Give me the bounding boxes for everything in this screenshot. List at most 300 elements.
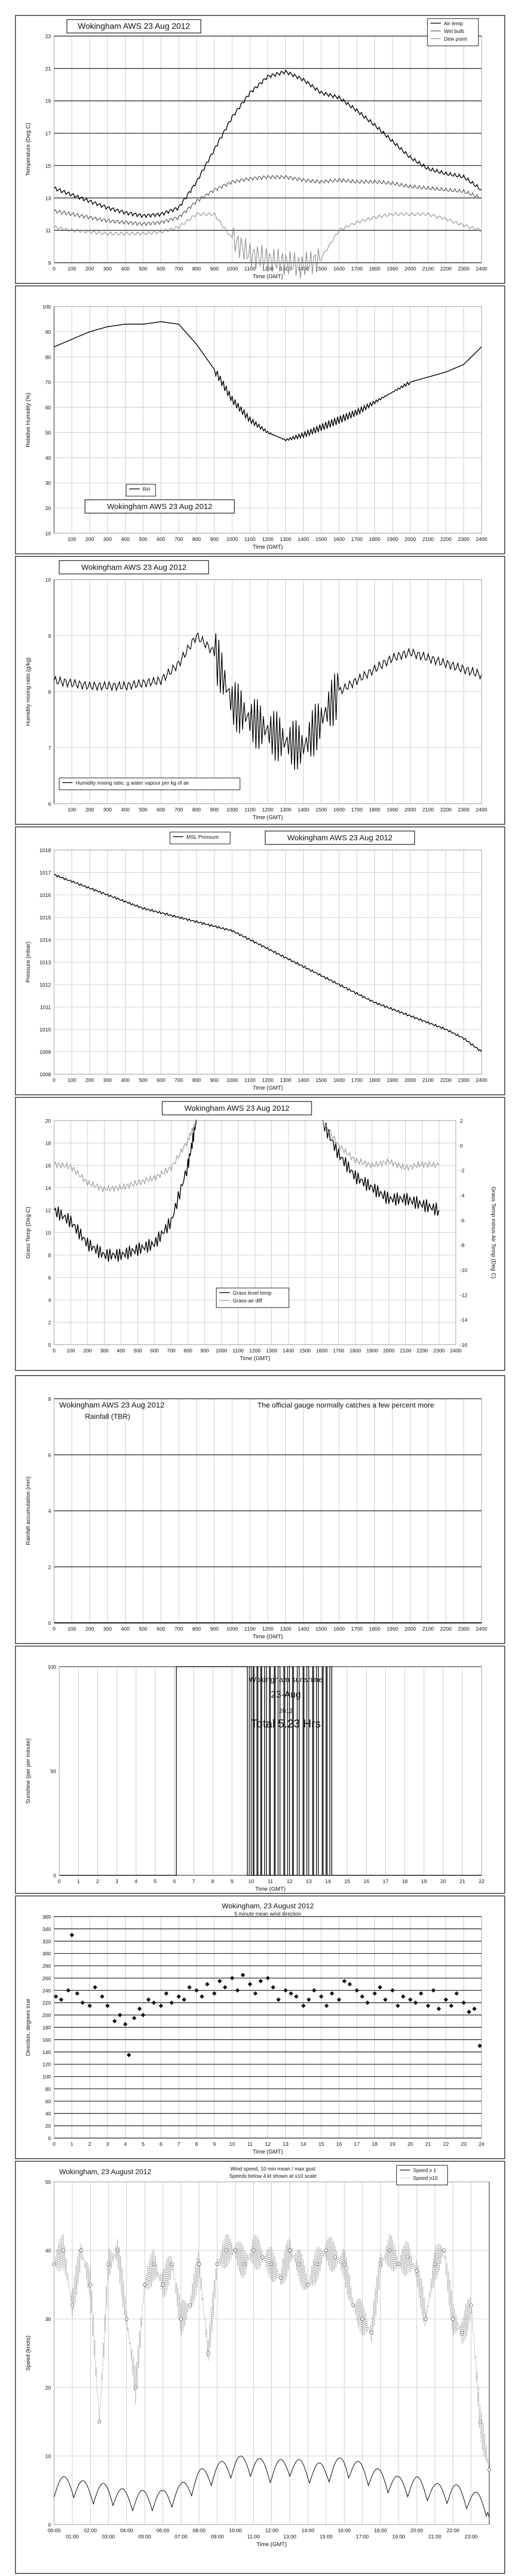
x-tick-label: 12:00 <box>265 2528 279 2534</box>
y-tick-label: 18 <box>45 1141 51 1147</box>
y2-tick-label: -4 <box>460 1193 465 1199</box>
series-marker <box>352 2303 355 2307</box>
series-marker <box>261 2256 264 2259</box>
series-marker <box>460 2331 464 2334</box>
x-tick-label: 1000 <box>226 537 238 543</box>
x-tick-label: 1500 <box>315 537 327 543</box>
y-tick-label: 30 <box>45 481 51 487</box>
y2-tick-label: -10 <box>460 1268 468 1274</box>
x-tick-label: 1400 <box>298 1626 310 1632</box>
x-tick-label: 1200 <box>262 1626 274 1632</box>
y-tick-label: 1015 <box>39 915 51 921</box>
x-tick-label: 02:00 <box>83 2528 97 2534</box>
x-tick-label: 400 <box>121 537 130 543</box>
x-tick-label: 19:00 <box>392 2534 405 2540</box>
x-tick-label: 1100 <box>244 266 256 272</box>
x-tick-label: 14:00 <box>301 2528 315 2534</box>
series-marker <box>116 2249 119 2252</box>
y-axis-label: Grass Temp (Deg C) <box>25 1207 31 1259</box>
series-marker <box>379 2263 382 2266</box>
x-tick-label: 22:00 <box>447 2528 460 2534</box>
y2-tick-label: -8 <box>460 1243 465 1249</box>
y-tick-label: 21 <box>45 66 51 72</box>
x-tick-label: 1700 <box>351 537 363 543</box>
series-marker <box>334 2256 337 2259</box>
series-marker <box>288 2249 291 2252</box>
chart-panel-8 <box>15 1896 505 2159</box>
y-tick-label: 100 <box>42 304 51 310</box>
x-tick-label: 1700 <box>333 1348 345 1354</box>
x-tick-label: 2200 <box>416 1348 428 1354</box>
x-tick-label: 1800 <box>369 266 381 272</box>
x-tick-label: 400 <box>116 1348 126 1354</box>
legend-entry: RH <box>143 487 150 493</box>
x-tick-label: 400 <box>121 807 130 813</box>
x-axis-label: Time (GMT) <box>252 544 283 550</box>
x-tick-label: 2400 <box>475 807 488 813</box>
series-marker <box>125 2317 128 2320</box>
y-axis-label: Speed (knots) <box>25 2335 31 2371</box>
y-tick-label: 2 <box>48 1565 51 1571</box>
y-tick-label: 12 <box>45 1208 51 1214</box>
series-marker <box>342 2263 346 2266</box>
x-tick-label: 900 <box>210 807 219 813</box>
x-tick-label: 2400 <box>475 1078 488 1083</box>
y-tick-label: 240 <box>42 1988 51 1994</box>
x-tick-label: 2100 <box>422 266 434 272</box>
x-tick-label: 11:00 <box>247 2534 260 2540</box>
x-tick-label: 0 <box>58 1879 61 1885</box>
x-tick-label: 16:00 <box>337 2528 351 2534</box>
x-tick-label: 12 <box>265 2142 271 2147</box>
y-tick-label: 15 <box>45 163 51 170</box>
x-tick-label: 16 <box>336 2142 342 2147</box>
y2-tick-label: -16 <box>460 1343 468 1348</box>
x-tick-label: 5 <box>142 2142 145 2147</box>
y-tick-label: 100 <box>47 1665 56 1670</box>
x-tick-label: 0 <box>53 1078 56 1083</box>
series-marker <box>361 2317 364 2320</box>
x-tick-label: 2400 <box>475 266 488 272</box>
x-tick-label: 20 <box>440 1879 447 1885</box>
series-marker <box>170 2263 174 2266</box>
x-tick-label: 200 <box>85 537 94 543</box>
x-tick-label: 15:00 <box>319 2534 333 2540</box>
x-tick-label: 2000 <box>404 1078 416 1083</box>
y-tick-label: 0 <box>48 2522 51 2528</box>
chart-panel-6 <box>15 1376 505 1643</box>
series-marker <box>98 2420 101 2424</box>
x-axis-label: Time (GMT) <box>252 274 283 280</box>
x-tick-label: 1000 <box>226 807 238 813</box>
y-tick-label: 10 <box>45 578 51 583</box>
x-tick-label: 1200 <box>262 537 274 543</box>
x-tick-label: 00:00 <box>47 2528 61 2534</box>
y-tick-label: 1011 <box>40 1005 51 1011</box>
x-tick-label: 18:00 <box>374 2528 387 2534</box>
x-tick-label: 400 <box>121 266 130 272</box>
x-tick-label: 1600 <box>333 266 345 272</box>
chart-title: Wokingham AWS 23 Aug 2012 <box>107 502 213 511</box>
y2-tick-label: -12 <box>460 1293 468 1299</box>
x-tick-label: 600 <box>157 537 165 543</box>
x-tick-label: 1500 <box>299 1348 311 1354</box>
y-tick-label: 23 <box>45 34 51 40</box>
x-tick-label: 04:00 <box>120 2528 133 2534</box>
x-tick-label: 1400 <box>298 266 310 272</box>
x-tick-label: 18 <box>402 1879 408 1885</box>
series-marker <box>397 2263 400 2266</box>
x-tick-label: 9 <box>213 2142 216 2147</box>
x-tick-label: 2200 <box>440 537 452 543</box>
x-tick-label: 20 <box>407 2142 414 2147</box>
legend-box <box>126 484 156 496</box>
legend-entry: Air temp <box>444 21 464 27</box>
x-tick-label: 13:00 <box>283 2534 297 2540</box>
x-tick-label: 300 <box>103 1626 112 1632</box>
x-tick-label: 1100 <box>244 1078 256 1083</box>
chart-subtitle: Rainfall (TBR) <box>85 1412 130 1420</box>
y-tick-label: 50 <box>45 2180 51 2185</box>
x-tick-label: 1700 <box>351 1626 363 1632</box>
y-tick-label: 60 <box>45 2099 51 2105</box>
chart-title: Wokingham AWS 23 Aug 2012 <box>184 1104 290 1113</box>
y-tick-label: 1018 <box>39 848 51 854</box>
y-axis-label: Humidity mixing ratio (g/kg) <box>25 657 31 726</box>
x-tick-label: 10:00 <box>229 2528 242 2534</box>
x-tick-label: 1500 <box>315 1626 327 1632</box>
y-tick-label: 60 <box>45 405 51 411</box>
x-tick-label: 2300 <box>433 1348 445 1354</box>
y2-tick-label: -6 <box>460 1218 465 1224</box>
x-tick-label: 5 <box>153 1879 157 1885</box>
x-tick-label: 17:00 <box>356 2534 369 2540</box>
series-marker <box>62 2249 65 2252</box>
y-tick-label: 1014 <box>39 938 51 943</box>
y-tick-label: 7 <box>48 745 51 752</box>
x-tick-label: 22 <box>443 2142 449 2147</box>
y-tick-label: 180 <box>42 2025 51 2031</box>
x-tick-label: 1000 <box>215 1348 228 1354</box>
series-marker <box>207 2352 210 2355</box>
series-marker <box>188 2303 192 2307</box>
chart-title: Wokingham AWS 23 Aug 2012 <box>81 563 187 572</box>
y-tick-label: 40 <box>45 2248 51 2254</box>
x-tick-label: 1700 <box>351 807 363 813</box>
x-tick-label: 400 <box>121 1078 130 1083</box>
y-tick-label: 50 <box>50 1769 56 1775</box>
y-tick-label: 1012 <box>39 982 51 988</box>
x-tick-label: 20:00 <box>410 2528 423 2534</box>
x-tick-label: 300 <box>100 1348 109 1354</box>
x-tick-label: 9 <box>230 1879 234 1885</box>
x-tick-label: 17 <box>383 1879 389 1885</box>
x-tick-label: 2100 <box>422 807 434 813</box>
x-tick-label: 200 <box>85 266 94 272</box>
x-tick-label: 09:00 <box>211 2534 224 2540</box>
x-tick-label: 600 <box>150 1348 159 1354</box>
y-tick-label: 6 <box>48 1275 51 1281</box>
x-tick-label: 900 <box>210 1078 219 1083</box>
series-marker <box>406 2256 409 2259</box>
y-tick-label: 1017 <box>39 870 51 876</box>
y-tick-label: 20 <box>45 2385 51 2391</box>
x-tick-label: 1000 <box>226 1078 238 1083</box>
y-tick-label: 220 <box>42 2001 51 2007</box>
x-tick-label: 1900 <box>366 1348 378 1354</box>
x-tick-label: 19 <box>389 2142 396 2147</box>
x-tick-label: 1700 <box>351 266 363 272</box>
x-tick-label: 12 <box>286 1879 293 1885</box>
x-tick-label: 900 <box>210 266 219 272</box>
chart-subtitle-2: Speeds below 4 kt shown at x10 scale <box>229 2174 317 2179</box>
series-marker <box>71 2303 74 2307</box>
x-tick-label: 400 <box>121 1626 130 1632</box>
y-tick-label: 2 <box>48 1320 51 1326</box>
x-tick-label: 1300 <box>280 1078 291 1083</box>
y-tick-label: 0 <box>48 1343 51 1348</box>
x-tick-label: 1200 <box>262 807 274 813</box>
x-tick-label: 2000 <box>404 807 416 813</box>
x-tick-label: 1400 <box>298 537 310 543</box>
x-tick-label: 200 <box>83 1348 92 1354</box>
y-tick-label: 10 <box>45 1230 51 1236</box>
series-marker <box>53 2263 56 2266</box>
chart-panel-3 <box>15 556 505 824</box>
series-marker <box>80 2249 83 2252</box>
x-tick-label: 1000 <box>226 266 238 272</box>
legend-entry: Wet bulb <box>444 29 465 35</box>
y-tick-label: 1008 <box>39 1072 51 1078</box>
x-tick-label: 03:00 <box>102 2534 115 2540</box>
chart-panel-1 <box>15 15 505 283</box>
x-tick-label: 15 <box>318 2142 324 2147</box>
x-tick-label: 16 <box>363 1879 369 1885</box>
x-tick-label: 2000 <box>404 537 416 543</box>
legend-entry: Dew point <box>444 37 467 42</box>
x-tick-label: 23 <box>460 2142 467 2147</box>
x-tick-label: 6 <box>159 2142 163 2147</box>
x-tick-label: 2 <box>96 1879 99 1885</box>
x-tick-label: 800 <box>192 1078 201 1083</box>
x-tick-label: 1800 <box>349 1348 362 1354</box>
x-tick-label: 6 <box>173 1879 176 1885</box>
y-tick-label: 70 <box>45 380 51 386</box>
series-marker <box>470 2303 473 2307</box>
chart-title: Wokingham AWS 23 Aug 2012 <box>59 1401 165 1410</box>
x-axis-label: Time (GMT) <box>255 1886 286 1892</box>
x-tick-label: 11 <box>267 1879 273 1885</box>
x-tick-label: 8 <box>211 1879 214 1885</box>
x-tick-label: 200 <box>85 1626 94 1632</box>
x-tick-label: 1600 <box>333 807 345 813</box>
x-tick-label: 500 <box>139 807 148 813</box>
chart-panel-2 <box>15 286 505 554</box>
x-tick-label: 800 <box>192 537 201 543</box>
x-tick-label: 900 <box>210 1626 219 1632</box>
x-tick-label: 1400 <box>282 1348 295 1354</box>
series-marker <box>370 2331 373 2334</box>
x-tick-label: 1800 <box>369 1626 381 1632</box>
series-marker <box>442 2249 445 2252</box>
y-tick-label: 9 <box>48 633 51 639</box>
x-tick-label: 2 <box>88 2142 91 2147</box>
y-tick-label: 280 <box>42 1963 51 1970</box>
series-marker <box>143 2283 146 2286</box>
x-tick-label: 4 <box>124 2142 127 2147</box>
x-tick-label: 1900 <box>386 807 399 813</box>
y-tick-label: 6 <box>48 802 51 807</box>
chart-annotation: The official gauge normally catches a few percent more <box>258 1401 434 1409</box>
x-tick-label: 2200 <box>440 1078 452 1083</box>
y-tick-label: 40 <box>45 2111 51 2117</box>
x-tick-label: 7 <box>177 2142 180 2147</box>
x-tick-label: 1400 <box>298 807 310 813</box>
x-tick-label: 2200 <box>440 1626 452 1632</box>
x-tick-label: 1900 <box>386 266 399 272</box>
x-tick-label: 7 <box>192 1879 195 1885</box>
x-tick-label: 1300 <box>280 537 291 543</box>
y-tick-label: 1010 <box>39 1027 51 1033</box>
y-tick-label: 13 <box>45 196 51 202</box>
series-marker <box>252 2249 255 2252</box>
y-tick-label: 19 <box>45 98 51 105</box>
y2-tick-label: -14 <box>460 1317 468 1324</box>
legend-entry: Humidity mixing ratio, g water vapour per kg of air <box>76 781 190 786</box>
series-marker <box>306 2283 310 2286</box>
chart-date: 23-Aug <box>270 1689 301 1700</box>
x-tick-label: 100 <box>67 1078 76 1083</box>
chart-subtitle: Wind speed, 10 min mean / max gust <box>230 2166 316 2172</box>
y-tick-label: 300 <box>42 1951 51 1957</box>
y-tick-label: 11 <box>45 228 51 234</box>
x-tick-label: 800 <box>192 807 201 813</box>
y-tick-label: 140 <box>42 2049 51 2056</box>
x-tick-label: 1100 <box>244 537 256 543</box>
y-axis-label: Direction, degrees true <box>25 1998 31 2056</box>
x-tick-label: 1300 <box>280 807 291 813</box>
x-tick-label: 600 <box>157 807 165 813</box>
x-tick-label: 21 <box>459 1879 466 1885</box>
x-tick-label: 900 <box>200 1348 209 1354</box>
x-tick-label: 2100 <box>422 537 434 543</box>
x-tick-label: 07:00 <box>174 2534 187 2540</box>
y-tick-label: 10 <box>45 531 51 537</box>
x-tick-label: 700 <box>174 537 183 543</box>
series-marker <box>89 2283 92 2286</box>
x-tick-label: 700 <box>167 1348 176 1354</box>
series-marker <box>478 2420 482 2424</box>
x-tick-label: 300 <box>103 1078 112 1083</box>
x-tick-label: 2400 <box>475 537 488 543</box>
y-tick-label: 8 <box>48 689 51 696</box>
series-marker <box>134 2386 137 2389</box>
x-tick-label: 1300 <box>280 266 291 272</box>
y-tick-label: 360 <box>42 1914 51 1920</box>
series-marker <box>415 2269 418 2273</box>
x-tick-label: 1200 <box>262 266 274 272</box>
series-marker <box>388 2249 391 2252</box>
x-tick-label: 700 <box>174 1626 183 1632</box>
series-marker <box>107 2263 110 2266</box>
series-marker <box>225 2249 228 2252</box>
y-tick-label: 0 <box>48 1621 51 1626</box>
chart-panel-7 <box>15 1646 505 1893</box>
chart-title: Wokingham, 23 August 2012 <box>221 1902 314 1910</box>
x-tick-label: 500 <box>139 537 148 543</box>
series-marker <box>234 2249 237 2252</box>
x-tick-label: 1 <box>77 1879 80 1885</box>
x-tick-label: 1500 <box>315 807 327 813</box>
x-tick-label: 500 <box>133 1348 142 1354</box>
x-tick-label: 23:00 <box>465 2534 478 2540</box>
x-axis-label: Time (GMT) <box>252 2149 283 2155</box>
chart-title: Wokingham sunshine <box>249 1675 323 1684</box>
x-tick-label: 14 <box>325 1879 331 1885</box>
y-tick-label: 320 <box>42 1939 51 1945</box>
x-tick-label: 3 <box>115 1879 118 1885</box>
x-tick-label: 10 <box>248 1879 254 1885</box>
x-tick-label: 2200 <box>440 807 452 813</box>
y-tick-label: 260 <box>42 1976 51 1982</box>
y-axis-label: Relative Humidity (%) <box>25 393 31 447</box>
x-tick-label: 2300 <box>458 1078 470 1083</box>
y2-tick-label: 0 <box>460 1143 463 1149</box>
x-tick-label: 17 <box>354 2142 360 2147</box>
series-marker <box>179 2317 182 2320</box>
y-tick-label: 1013 <box>39 960 51 966</box>
x-tick-label: 2100 <box>422 1626 434 1632</box>
x-axis-label: Time (GMT) <box>252 815 283 821</box>
x-tick-label: 2200 <box>440 266 452 272</box>
x-tick-label: 14 <box>300 2142 306 2147</box>
series-marker <box>152 2263 156 2266</box>
x-tick-label: 800 <box>192 266 201 272</box>
y-tick-label: 4 <box>48 1298 51 1303</box>
x-tick-label: 100 <box>67 266 76 272</box>
x-tick-label: 11 <box>247 2142 253 2147</box>
x-tick-label: 21 <box>425 2142 431 2147</box>
series-marker <box>297 2263 300 2266</box>
legend-entry: MSL Pressure <box>186 835 219 840</box>
y-tick-label: 8 <box>48 1397 51 1402</box>
x-tick-label: 1100 <box>244 1626 256 1632</box>
chart-title: Wokingham AWS 23 Aug 2012 <box>78 22 190 31</box>
x-tick-label: 10 <box>229 2142 235 2147</box>
x-tick-label: 300 <box>103 537 112 543</box>
x-tick-label: 1600 <box>333 1626 345 1632</box>
chart-year: 2012 <box>279 1707 293 1715</box>
x-tick-label: 600 <box>157 1626 165 1632</box>
x-tick-label: 21:00 <box>428 2534 441 2540</box>
x-tick-label: 1700 <box>351 1078 363 1083</box>
chart-panel-4 <box>15 827 505 1095</box>
x-tick-label: 19 <box>421 1879 427 1885</box>
x-tick-label: 200 <box>85 1078 94 1083</box>
x-tick-label: 2300 <box>458 266 470 272</box>
y-tick-label: 90 <box>45 329 51 335</box>
x-axis-label: Time (GMT) <box>239 1355 270 1362</box>
legend-entry: Speed x10 <box>413 2176 438 2181</box>
x-tick-label: 01:00 <box>65 2534 79 2540</box>
series-marker <box>279 2276 282 2279</box>
x-tick-label: 900 <box>210 537 219 543</box>
series-marker <box>488 2468 491 2471</box>
y-axis-label: Temperature (Deg C) <box>25 123 31 176</box>
series-marker <box>161 2283 164 2286</box>
chart-subtitle: 5 minute mean wind direction <box>234 1911 302 1917</box>
x-tick-label: 1500 <box>315 266 327 272</box>
